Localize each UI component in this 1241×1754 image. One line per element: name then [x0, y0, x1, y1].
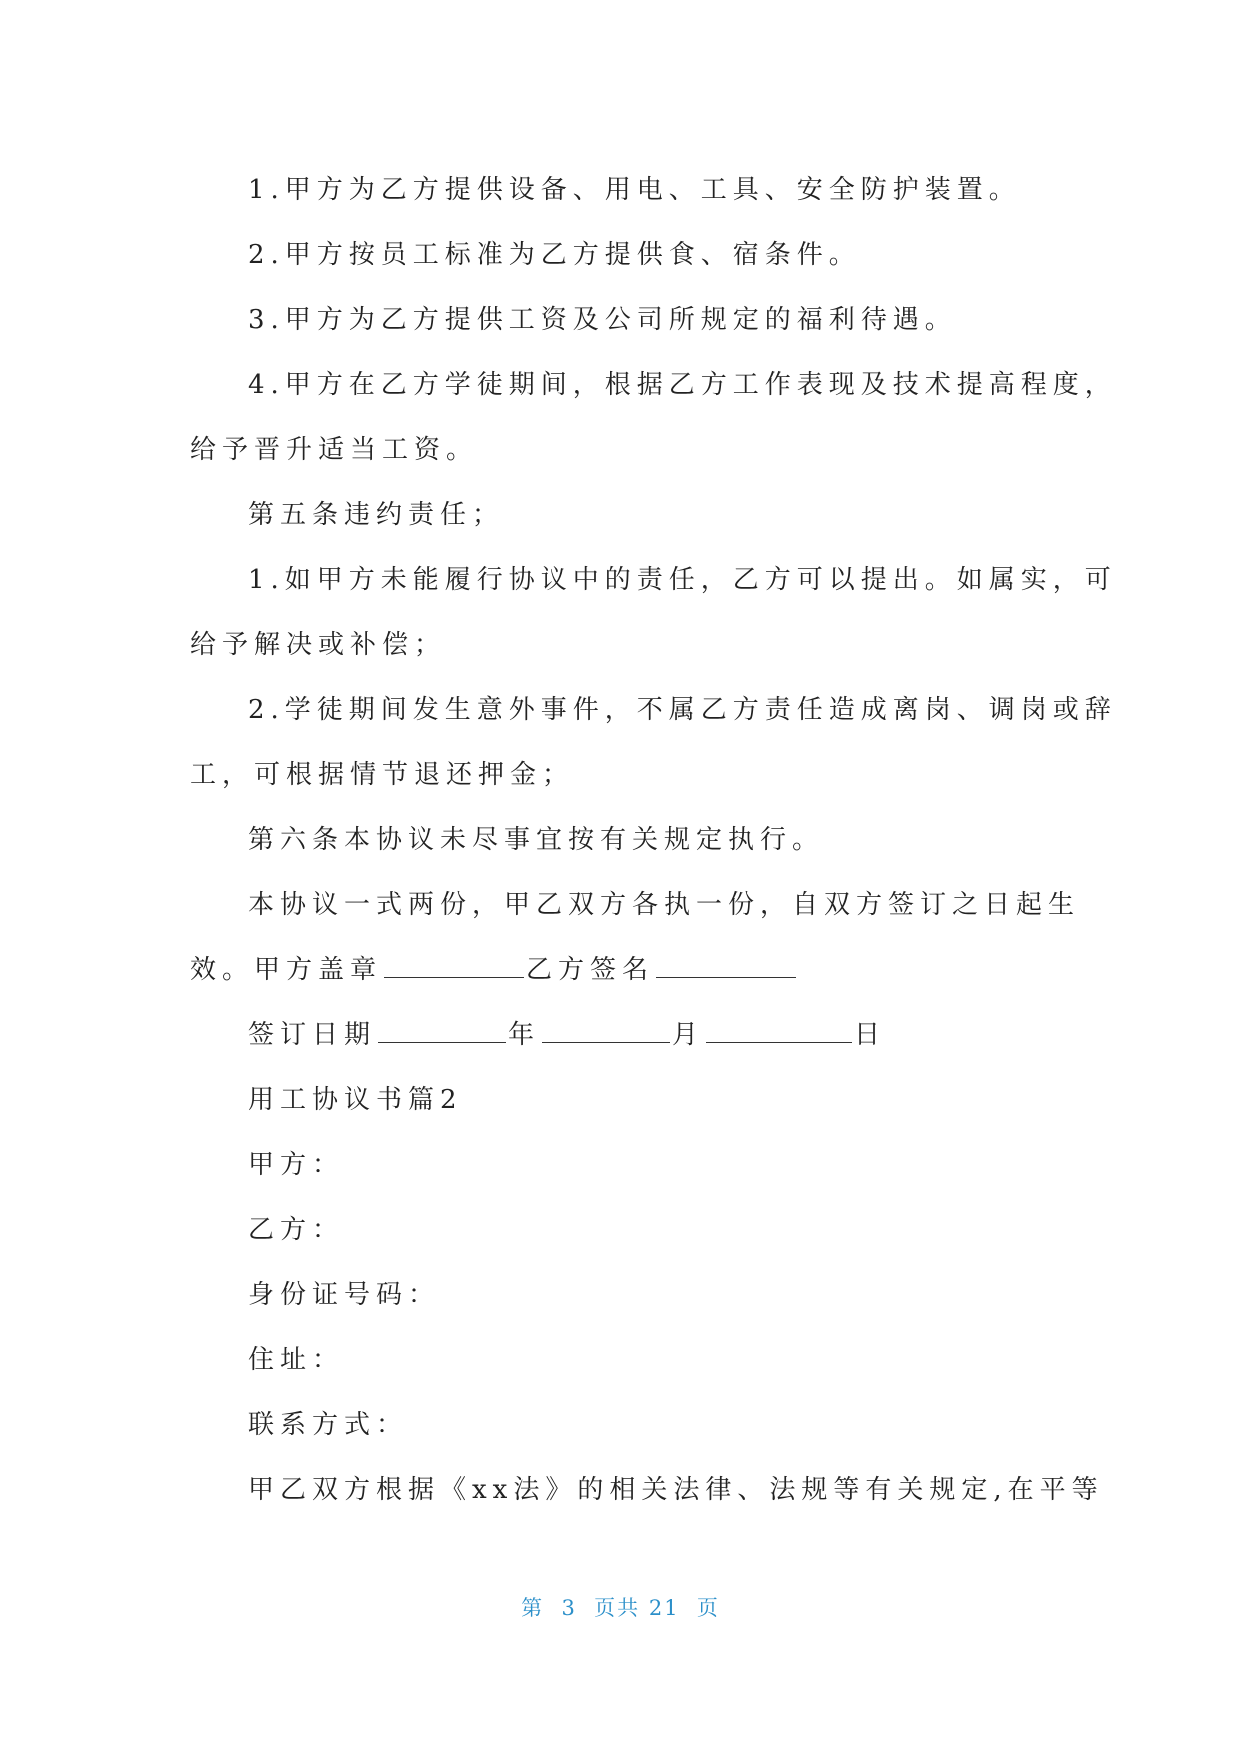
legal-basis-line: 甲乙双方根据《xx法》的相关法律、法规等有关规定,在平等	[248, 1475, 1104, 1505]
paragraph-item-4: 4.甲方在乙方学徒期间，根据乙方工作表现及技术提高程度，	[248, 370, 1117, 400]
signature-line	[190, 938, 1040, 1003]
field-contact: 联系方式：	[248, 1410, 409, 1440]
paragraph-continuation: 给予解决或补偿；	[190, 630, 447, 660]
article-six: 第六条本协议未尽事宜按有关规定执行。	[248, 825, 825, 855]
day-blank	[706, 1022, 852, 1043]
field-party-b: 乙方：	[248, 1215, 345, 1245]
party-b-signature-blank	[656, 957, 796, 978]
field-address: 住址：	[248, 1345, 345, 1375]
section-title: 用工协议书篇2	[248, 1085, 463, 1115]
date-label: 签订日期	[248, 1020, 377, 1050]
article-five-heading: 第五条违约责任；	[248, 500, 505, 530]
party-b-signature-label: 乙方签名	[526, 955, 655, 985]
document-body	[190, 158, 1117, 1523]
month-label: 月	[672, 1020, 705, 1050]
paragraph-continuation: 工，可根据情节退还押金；	[190, 760, 575, 790]
paragraph-item-3: 3.甲方为乙方提供工资及公司所规定的福利待遇。	[248, 305, 957, 335]
field-id-number: 身份证号码：	[248, 1280, 441, 1310]
paragraph-continuation: 给予晋升适当工资。	[190, 435, 479, 465]
breach-item-2: 2.学徒期间发生意外事件，不属乙方责任造成离岗、调岗或辞	[248, 695, 1117, 725]
paragraph-item-2: 2.甲方按员工标准为乙方提供食、宿条件。	[248, 240, 861, 270]
signature-prefix: 效。甲方盖章	[190, 955, 383, 985]
month-blank	[542, 1022, 670, 1043]
year-blank	[378, 1022, 506, 1043]
day-label: 日	[854, 1020, 887, 1050]
copies-clause: 本协议一式两份，甲乙双方各执一份，自双方签订之日起生	[248, 890, 1081, 920]
page-number-footer: 第 3 页共 21 页	[521, 1596, 720, 1620]
field-party-a: 甲方：	[248, 1150, 345, 1180]
paragraph-item-1: 1.甲方为乙方提供设备、用电、工具、安全防护装置。	[248, 175, 1021, 205]
breach-item-1: 1.如甲方未能履行协议中的责任，乙方可以提出。如属实，可	[248, 565, 1117, 595]
date-line	[190, 1003, 1040, 1068]
year-label: 年	[508, 1020, 541, 1050]
party-a-seal-blank	[384, 957, 524, 978]
